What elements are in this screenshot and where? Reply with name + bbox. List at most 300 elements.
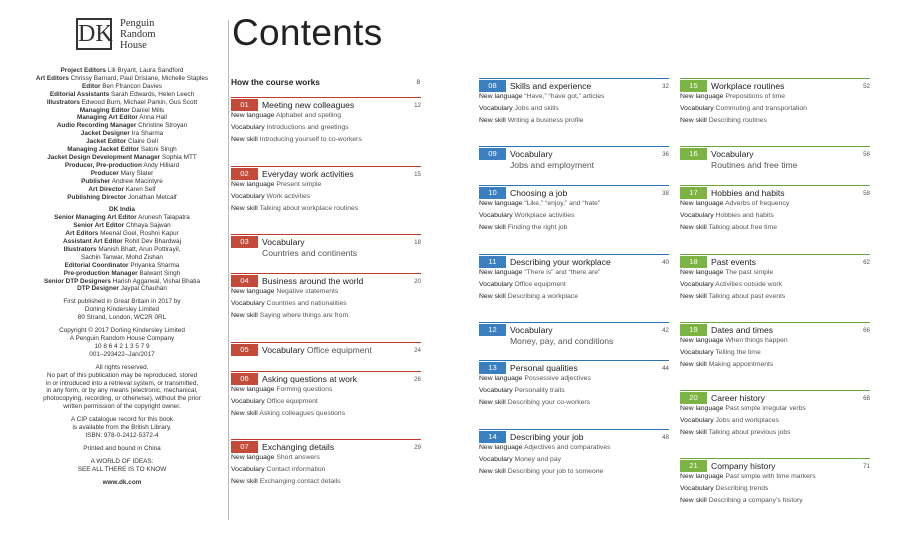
vocabulary-line <box>479 103 669 115</box>
unit-entry[interactable] <box>479 322 669 346</box>
vocabulary-value: Countries and nationalities <box>266 300 347 307</box>
unit-entry[interactable] <box>479 185 669 234</box>
new-skill-value: Finding the right job <box>507 224 568 231</box>
vocabulary-line <box>680 483 870 495</box>
credit-role: Illustrators <box>63 245 97 253</box>
credit-names: Chhaya Sajwan <box>125 222 171 230</box>
new-skill-label: New skill <box>231 312 258 319</box>
unit-title <box>510 431 584 443</box>
vocabulary-value: Describing trends <box>715 485 769 492</box>
credit-role: Audio Recording Manager <box>56 122 137 130</box>
vocabulary-label: Vocabulary <box>231 300 265 307</box>
unit-header <box>231 371 421 384</box>
unit-entry[interactable] <box>680 185 870 234</box>
unit-number-badge: 04 <box>231 275 258 287</box>
new-skill-value: Introducing yourself to co-workers <box>259 136 362 143</box>
credit-role: Senior DTP Designers <box>43 277 111 285</box>
copyright-line: 10 8 6 4 2 1 3 5 7 9 <box>94 342 150 350</box>
new-skill-value: Describing a company’s history <box>708 497 803 504</box>
new-language-line <box>680 91 870 103</box>
vocabulary-label: Vocabulary <box>680 281 714 288</box>
how-to-page: 8 <box>416 79 420 86</box>
credit-row <box>22 83 222 91</box>
credit-row <box>22 246 222 254</box>
credit-role: Jacket Editor <box>86 138 127 146</box>
credit-row <box>22 138 222 146</box>
unit-page-number: 52 <box>863 83 870 90</box>
new-language-label: New language <box>479 93 523 100</box>
vocabulary-line <box>479 385 669 397</box>
unit-page-number: 66 <box>863 327 870 334</box>
unit-subtitle: Money, pay, and conditions <box>510 336 614 346</box>
unit-subtitle: Office equipment <box>306 345 372 355</box>
unit-title-text: Vocabulary <box>510 325 553 335</box>
unit-number-badge: 20 <box>680 392 707 404</box>
printed-line: Printed and bound in China <box>83 444 161 452</box>
credit-row <box>22 262 222 270</box>
vocabulary-value: Personality traits <box>514 387 565 394</box>
unit-title-text: Company history <box>711 461 776 471</box>
unit-title-text: Personal qualities <box>510 363 578 373</box>
unit-header <box>479 322 669 335</box>
new-skill-line <box>231 134 421 146</box>
unit-title-text: Past events <box>711 257 756 267</box>
unit-title-text: Meeting new colleagues <box>262 100 355 110</box>
credit-role: Art Director <box>88 185 124 193</box>
credit-names: Jaypal Chauhan <box>120 285 167 293</box>
vocabulary-value: Hobbies and habits <box>715 212 774 219</box>
unit-page-number: 38 <box>662 190 669 197</box>
new-language-label: New language <box>231 386 275 393</box>
unit-entry[interactable] <box>479 360 669 409</box>
unit-header <box>231 234 421 247</box>
how-the-course-works-entry[interactable] <box>231 77 420 87</box>
rights-line: written permission of the copyright owner. <box>63 403 181 411</box>
vocabulary-value: Office equipment <box>266 398 318 405</box>
credit-names: Manish Bhatt, Arun Pottirayil, <box>98 245 181 253</box>
vocabulary-label: Vocabulary <box>479 105 513 112</box>
unit-header <box>680 78 870 91</box>
new-language-value: Present simple <box>276 181 322 188</box>
new-skill-value: Talking about workplace routines <box>259 205 359 212</box>
credit-role: Editorial Coordinator <box>64 261 129 269</box>
new-skill-value: Exchanging contact details <box>259 478 341 485</box>
unit-entry[interactable] <box>479 429 669 478</box>
unit-title-text: Everyday work activities <box>262 169 354 179</box>
vocabulary-line <box>479 210 669 222</box>
unit-page-number: 58 <box>863 190 870 197</box>
unit-header <box>231 439 421 452</box>
unit-entry[interactable] <box>231 439 421 488</box>
credit-role: Publishing Director <box>67 193 127 201</box>
new-skill-label: New skill <box>479 117 506 124</box>
unit-header <box>680 254 870 267</box>
new-language-label: New language <box>680 200 724 207</box>
unit-title <box>711 460 775 472</box>
credit-row <box>22 178 222 186</box>
vocabulary-value: Workplace activities <box>514 212 575 219</box>
unit-page-number: 68 <box>863 395 870 402</box>
unit-number-badge: 19 <box>680 324 707 336</box>
unit-title-text: Business around the world <box>262 276 364 286</box>
credit-role: Managing Editor <box>79 106 130 114</box>
unit-entry[interactable] <box>479 146 669 170</box>
new-language-label: New language <box>479 375 523 382</box>
credit-row <box>22 254 222 262</box>
vocabulary-value: Office equipment <box>514 281 566 288</box>
credit-names: Edwood Burn, Michael Parkin, Gus Scott <box>81 98 198 106</box>
credit-names: Andrew Macintyre <box>111 177 163 185</box>
unit-subtitle: Jobs and employment <box>510 160 595 170</box>
unit-entry[interactable] <box>231 166 421 215</box>
credit-role: Producer, Pre-production <box>64 161 142 169</box>
vocabulary-line <box>231 122 421 134</box>
new-skill-line <box>680 291 870 303</box>
credit-role: Managing Art Editor <box>77 114 138 122</box>
penguin-random-house-logo: Penguin Random House <box>120 18 156 51</box>
new-language-line <box>231 452 421 464</box>
new-skill-value: Talking about free time <box>708 224 777 231</box>
unit-header <box>479 146 669 159</box>
rights-line: in any form, or by any means (electronic, mechanical, <box>46 387 198 395</box>
credit-role: Senior Managing Art Editor <box>54 214 137 222</box>
unit-header <box>479 78 669 91</box>
vocabulary-line <box>231 464 421 476</box>
credit-role: Art Editors <box>65 230 99 238</box>
credit-names: Christine Stroyan <box>138 122 188 130</box>
unit-page-number: 62 <box>863 259 870 266</box>
cip-line: ISBN: 978-0-2412-5372-4 <box>85 431 159 439</box>
new-language-value: “Have,” “have got,” articles <box>524 93 605 100</box>
new-skill-line <box>680 495 870 507</box>
new-language-value: Negative statements <box>276 288 339 295</box>
rights-line: photocopying, recording, or otherwise), without the prior <box>43 395 201 403</box>
unit-entry[interactable] <box>479 254 669 303</box>
new-skill-label: New skill <box>680 497 707 504</box>
unit-page-number: 32 <box>662 83 669 90</box>
new-language-value: Possessive adjectives <box>524 375 591 382</box>
new-skill-line <box>680 427 870 439</box>
credit-role: Assistant Art Editor <box>62 238 123 246</box>
credit-row <box>22 75 222 83</box>
rights-line: in or introduced into a retrieval system, or transmitted, <box>45 379 199 387</box>
credit-row <box>22 122 222 130</box>
publication-line: 80 Strand, London, WC2R 0RL <box>77 314 167 322</box>
credit-row <box>22 114 222 122</box>
unit-entry[interactable] <box>680 146 870 170</box>
new-language-line <box>231 384 421 396</box>
credit-row <box>22 162 222 170</box>
credit-row <box>22 146 222 154</box>
new-skill-label: New skill <box>680 224 707 231</box>
new-language-value: When things happen <box>725 337 788 344</box>
new-skill-value: Talking about past events <box>708 293 786 300</box>
unit-number-badge: 03 <box>231 236 258 248</box>
credit-role: Illustrators <box>46 98 80 106</box>
new-language-value: Short answers <box>276 454 320 461</box>
credit-row <box>22 130 222 138</box>
credit-role: Jacket Designer <box>80 130 130 138</box>
credit-names: Sarah Edwards, Helen Leech <box>111 90 195 98</box>
unit-page-number: 42 <box>662 327 669 334</box>
unit-header <box>479 360 669 373</box>
unit-page-number: 12 <box>414 102 421 109</box>
credit-names: Balwant Singh <box>139 269 181 277</box>
unit-title <box>510 187 567 199</box>
unit-number-badge: 12 <box>479 324 506 336</box>
vocabulary-line <box>231 298 421 310</box>
unit-number-badge: 18 <box>680 256 707 268</box>
new-skill-value: Asking colleagues questions <box>259 410 346 417</box>
new-language-value: Prepositions of time <box>725 93 786 100</box>
credit-role: Pre-production Manager <box>63 269 138 277</box>
unit-title-text: Dates and times <box>711 325 774 335</box>
unit-number-badge: 09 <box>479 148 506 160</box>
new-skill-label: New skill <box>231 410 258 417</box>
page-title: Contents <box>232 12 383 53</box>
vocabulary-value: Jobs and workplaces <box>715 417 780 424</box>
credit-role: Project Editors <box>60 67 106 74</box>
new-language-line <box>479 442 669 454</box>
new-skill-line <box>680 115 870 127</box>
new-language-value: “Like,” “enjoy,” and “hate” <box>524 200 601 207</box>
vocabulary-line <box>680 103 870 115</box>
vocabulary-value: Work activities <box>266 193 311 200</box>
unit-page-number: 48 <box>662 434 669 441</box>
credit-names: Ira Sharma <box>131 130 164 138</box>
credit-row <box>22 67 222 75</box>
unit-number-badge: 21 <box>680 460 707 472</box>
vocabulary-label: Vocabulary <box>231 193 265 200</box>
unit-header <box>479 429 669 442</box>
unit-title <box>711 80 784 92</box>
unit-title <box>510 80 591 92</box>
new-language-label: New language <box>479 269 523 276</box>
tagline-line: SEE ALL THERE IS TO KNOW <box>77 465 167 473</box>
unit-title <box>262 373 357 385</box>
new-language-line <box>680 267 870 279</box>
unit-subtitle: Routines and free time <box>711 160 798 170</box>
new-language-value: Past simple with time markers <box>725 473 816 480</box>
new-skill-line <box>680 359 870 371</box>
unit-number-badge: 16 <box>680 148 707 160</box>
unit-header <box>479 254 669 267</box>
new-language-line <box>680 198 870 210</box>
unit-header <box>231 342 421 355</box>
new-skill-label: New skill <box>231 205 258 212</box>
credit-row <box>22 91 222 99</box>
credit-names: Priyanka Sharma <box>130 261 180 269</box>
new-skill-label: New skill <box>479 293 506 300</box>
column-divider <box>228 20 229 520</box>
unit-page-number: 15 <box>414 171 421 178</box>
unit-title <box>711 324 773 336</box>
credit-names: Ben Ffrancon Davies <box>102 82 162 90</box>
new-skill-line <box>479 291 669 303</box>
new-language-line <box>680 403 870 415</box>
vocabulary-label: Vocabulary <box>479 281 513 288</box>
unit-entry[interactable] <box>231 371 421 420</box>
unit-number-badge: 15 <box>680 80 707 92</box>
unit-header <box>680 322 870 335</box>
unit-number-badge: 08 <box>479 80 506 92</box>
credit-row <box>22 194 222 202</box>
new-language-label: New language <box>680 473 724 480</box>
vocabulary-line <box>479 454 669 466</box>
unit-title-text: Skills and experience <box>510 81 592 91</box>
unit-page-number: 44 <box>662 365 669 372</box>
rights-line: No part of this publication may be reproduced, stored <box>46 371 198 379</box>
unit-header <box>680 146 870 159</box>
unit-entry[interactable] <box>680 254 870 303</box>
vocabulary-label: Vocabulary <box>479 387 513 394</box>
vocabulary-label: Vocabulary <box>231 398 265 405</box>
unit-number-badge: 06 <box>231 373 258 385</box>
unit-title <box>262 168 354 180</box>
vocabulary-label: Vocabulary <box>680 212 714 219</box>
unit-entry[interactable] <box>231 342 421 355</box>
vocabulary-line <box>680 415 870 427</box>
vocabulary-label: Vocabulary <box>231 124 265 131</box>
vocabulary-label: Vocabulary <box>680 349 714 356</box>
credit-names: Chrissy Barnard, Paul Drislane, Michelle Staples <box>70 74 209 82</box>
unit-entry[interactable] <box>231 97 421 146</box>
vocabulary-value: Money and pay <box>514 456 562 463</box>
new-language-value: Forming questions <box>276 386 333 393</box>
how-to-label: How the course works <box>231 77 320 87</box>
unit-header <box>231 166 421 179</box>
new-language-line <box>680 471 870 483</box>
new-language-label: New language <box>479 200 523 207</box>
unit-title-text: Choosing a job <box>510 188 568 198</box>
credit-row <box>22 214 222 222</box>
unit-title-text: Asking questions at work <box>262 374 358 384</box>
credit-names: Andy Hilliard <box>143 161 180 169</box>
credit-names: Jonathan Metcalf <box>128 193 177 201</box>
unit-title-text: Exchanging details <box>262 442 335 452</box>
new-skill-label: New skill <box>479 399 506 406</box>
credit-role: Managing Jacket Editor <box>67 146 140 154</box>
tagline-line: A WORLD OF IDEAS: <box>90 457 154 465</box>
vocabulary-label: Vocabulary <box>680 105 714 112</box>
credit-role: Publisher <box>81 177 111 185</box>
unit-number-badge: 02 <box>231 168 258 180</box>
credit-row <box>22 278 222 286</box>
unit-title <box>510 256 611 268</box>
unit-entry[interactable] <box>680 78 870 127</box>
unit-page-number: 71 <box>863 463 870 470</box>
unit-title <box>510 324 553 336</box>
unit-entry[interactable] <box>680 390 870 439</box>
unit-entry[interactable] <box>231 273 421 322</box>
credit-names: Karen Self <box>125 185 156 193</box>
new-language-value: Alphabet and spelling <box>275 112 341 119</box>
vocabulary-label: Vocabulary <box>479 456 513 463</box>
new-skill-label: New skill <box>680 429 707 436</box>
vocabulary-value: Jobs and skills <box>514 105 559 112</box>
credit-names: Rohit Dev Bhardwaj <box>124 238 182 246</box>
new-language-label: New language <box>231 288 275 295</box>
dk-india-heading: DK India <box>109 206 135 214</box>
new-language-line <box>680 335 870 347</box>
credit-role: Jacket Design Development Manager <box>47 153 161 161</box>
credit-row <box>22 170 222 178</box>
credit-names: Harish Aggarwal, Vishal Bhatia <box>112 277 201 285</box>
new-skill-line <box>479 397 669 409</box>
unit-page-number: 18 <box>414 239 421 246</box>
credit-names: Sachin Tanwar, Mohd Zishan <box>81 253 163 261</box>
unit-page-number: 29 <box>414 444 421 451</box>
copyright-line: Copyright © 2017 Dorling Kindersley Limited <box>59 327 185 335</box>
website-link[interactable]: www.dk.com <box>102 478 142 486</box>
vocabulary-value: Commuting and transportation <box>715 105 807 112</box>
new-skill-label: New skill <box>680 117 707 124</box>
unit-subtitle: Countries and continents <box>262 248 358 258</box>
unit-number-badge: 17 <box>680 187 707 199</box>
new-skill-line <box>680 222 870 234</box>
new-language-label: New language <box>231 454 275 461</box>
unit-title <box>262 344 372 356</box>
unit-title <box>262 99 354 111</box>
unit-header <box>231 97 421 110</box>
vocabulary-line <box>231 396 421 408</box>
unit-page-number: 26 <box>414 376 421 383</box>
unit-entry[interactable] <box>680 458 870 507</box>
unit-number-badge: 05 <box>231 344 258 356</box>
new-language-value: “There is” and “there are” <box>524 269 601 276</box>
unit-number-badge: 11 <box>479 256 506 268</box>
publication-line: Dorling Kindersley Limited <box>84 306 160 314</box>
new-skill-line <box>479 222 669 234</box>
unit-header <box>680 458 870 471</box>
new-skill-label: New skill <box>479 224 506 231</box>
vocabulary-value: Telling the time <box>715 349 761 356</box>
credit-names: Sophia MTT <box>161 153 197 161</box>
credit-names: Saloni Singh <box>140 146 177 154</box>
unit-entry[interactable] <box>680 322 870 371</box>
unit-entry[interactable] <box>231 234 421 258</box>
new-skill-line <box>231 476 421 488</box>
unit-number-badge: 01 <box>231 99 258 111</box>
vocabulary-line <box>680 347 870 359</box>
new-language-line <box>231 110 421 122</box>
credit-names: Mary Slater <box>120 169 154 177</box>
unit-title <box>262 275 363 287</box>
new-language-line <box>479 198 669 210</box>
unit-entry[interactable] <box>479 78 669 127</box>
publication-line: First published in Great Britain in 2017 by <box>63 298 181 306</box>
unit-title <box>262 441 334 453</box>
credit-row <box>22 186 222 194</box>
credit-names: Claire Gell <box>128 138 158 146</box>
vocabulary-value: Introductions and greetings <box>266 124 349 131</box>
new-skill-label: New skill <box>231 478 258 485</box>
new-language-label: New language <box>479 444 523 451</box>
credit-row <box>22 107 222 115</box>
unit-title <box>510 362 578 374</box>
new-skill-line <box>479 466 669 478</box>
unit-page-number: 20 <box>414 278 421 285</box>
unit-page-number: 36 <box>662 151 669 158</box>
vocabulary-label: Vocabulary <box>680 485 714 492</box>
credit-role: DTP Designer <box>77 285 119 293</box>
vocabulary-value: Contact information <box>266 466 326 473</box>
cip-line: is available from the British Library. <box>72 424 172 432</box>
unit-header <box>231 273 421 286</box>
unit-page-number: 24 <box>414 347 421 354</box>
new-language-value: Adverbs of frequency <box>724 200 790 207</box>
unit-title-text: Describing your workplace <box>510 257 611 267</box>
